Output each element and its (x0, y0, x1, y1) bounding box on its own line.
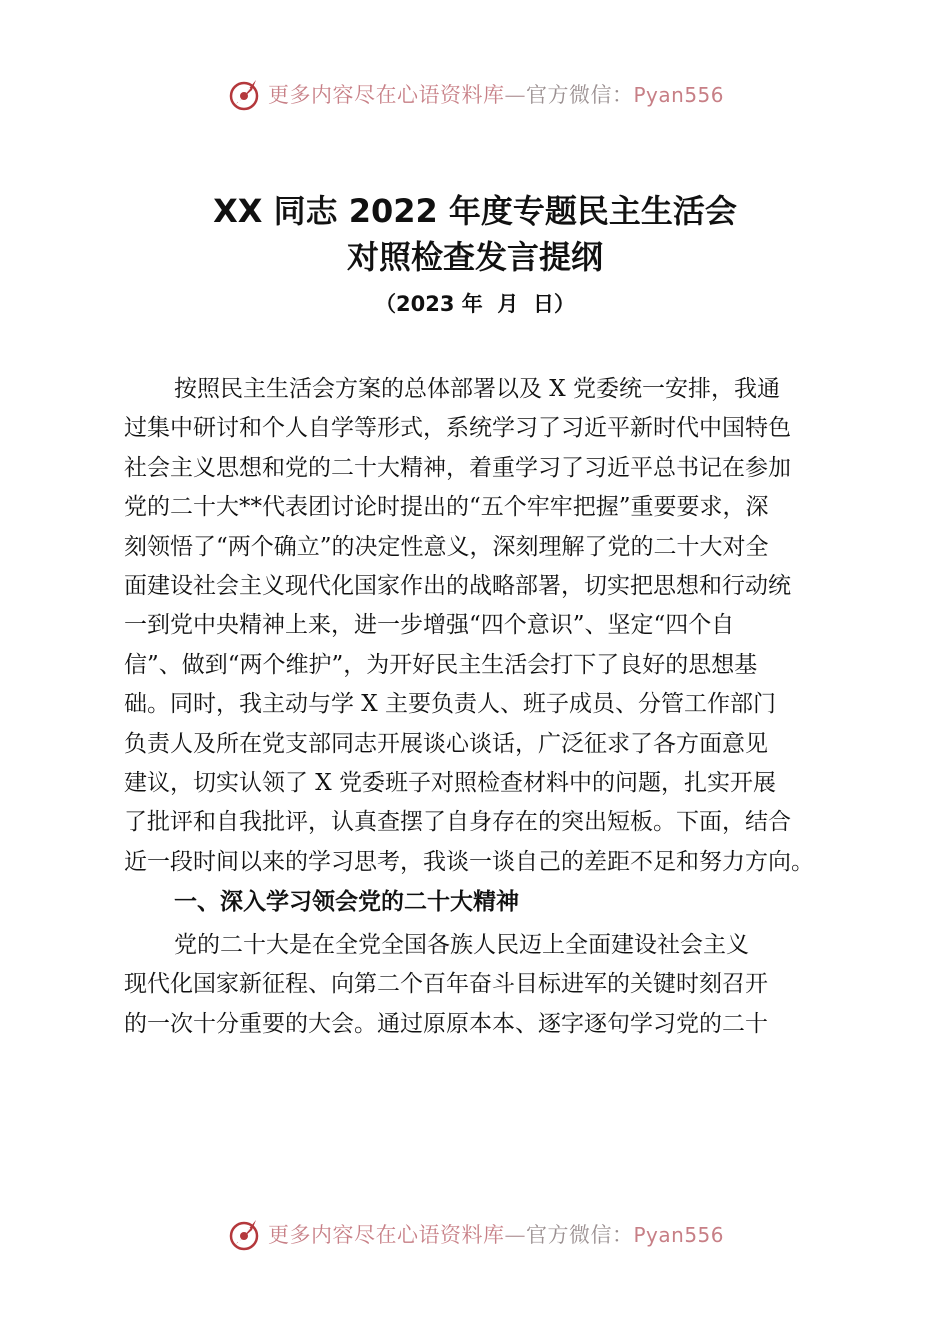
banner-wechat-id: Pyan556 (633, 83, 724, 107)
paragraph-line: 建议，切实认领了 X 党委班子对照检查材料中的问题，扎实开展 (124, 769, 776, 796)
header-banner-text (268, 79, 724, 109)
banner-wechat-label: 官方微信： (525, 83, 634, 107)
paragraph-line: 础。同时，我主动与学 X 主要负责人、班子成员、分管工作部门 (124, 691, 776, 718)
banner-wechat-label: 官方微信： (525, 1223, 634, 1247)
footer-banner-text (268, 1219, 724, 1249)
banner-wechat-id: Pyan556 (633, 1223, 724, 1247)
document-title-line2: 对照检查发言提纲 (346, 238, 603, 276)
paragraph-line: 现代化国家新征程、向第二个百年奋斗目标进军的关键时刻召开 (124, 971, 768, 998)
document-date: （2023 年 月 日） (374, 292, 575, 316)
paragraph-line: 党的二十大是在全党全国各族人民迈上全面建设社会主义 (174, 932, 749, 959)
paragraph-line: 面建设社会主义现代化国家作出的战略部署，切实把思想和行动统 (124, 572, 791, 599)
footer-banner (0, 1210, 950, 1258)
paragraph-line: 了批评和自我批评，认真查摆了自身存在的突出短板。下面，结合 (124, 809, 791, 836)
paragraph-line: 一到党中央精神上来，进一步增强“四个意识”、坚定“四个自 (124, 612, 735, 639)
banner-main-text: 更多内容尽在心语资料库 (267, 83, 505, 107)
banner-separator: — (504, 83, 526, 107)
paragraph-line: 刻领悟了“两个确立”的决定性意义，深刻理解了党的二十大对全 (124, 533, 769, 560)
paragraph-line: 按照民主生活会方案的总体部署以及 X 党委统一安排，我通 (174, 376, 780, 402)
paragraph-line: 信”、做到“两个维护”，为开好民主生活会打下了良好的思想基 (124, 651, 758, 678)
paragraph-1 (124, 370, 844, 882)
document-body (124, 370, 844, 1044)
paragraph-line: 近一段时间以来的学习思考，我谈一谈自己的差距不足和努力方向。 (124, 848, 814, 875)
paragraph-line: 过集中研讨和个人自学等形式，系统学习了习近平新时代中国特色 (124, 415, 791, 442)
paragraph-line: 社会主义思想和党的二十大精神，着重学习了习近平总书记在参加 (124, 454, 791, 481)
banner-separator: — (504, 1223, 526, 1247)
paragraph-line: 负责人及所在党支部同志开展谈心谈话，广泛征求了各方面意见 (124, 730, 768, 757)
quill-logo-icon (226, 74, 266, 114)
document-title-line1: XX 同志 2022 年度专题民主生活会 (213, 192, 737, 230)
paragraph-line: 党的二十大**代表团讨论时提出的“五个牢牢把握”重要要求，深 (124, 494, 769, 521)
section-heading-1: 一、深入学习领会党的二十大精神 (174, 889, 519, 916)
paragraph-line: 的一次十分重要的大会。通过原原本本、逐字逐句学习党的二十 (124, 1010, 768, 1037)
header-banner (0, 70, 950, 118)
quill-logo-icon (226, 1214, 266, 1254)
paragraph-2 (124, 926, 844, 1044)
banner-main-text: 更多内容尽在心语资料库 (267, 1223, 505, 1247)
